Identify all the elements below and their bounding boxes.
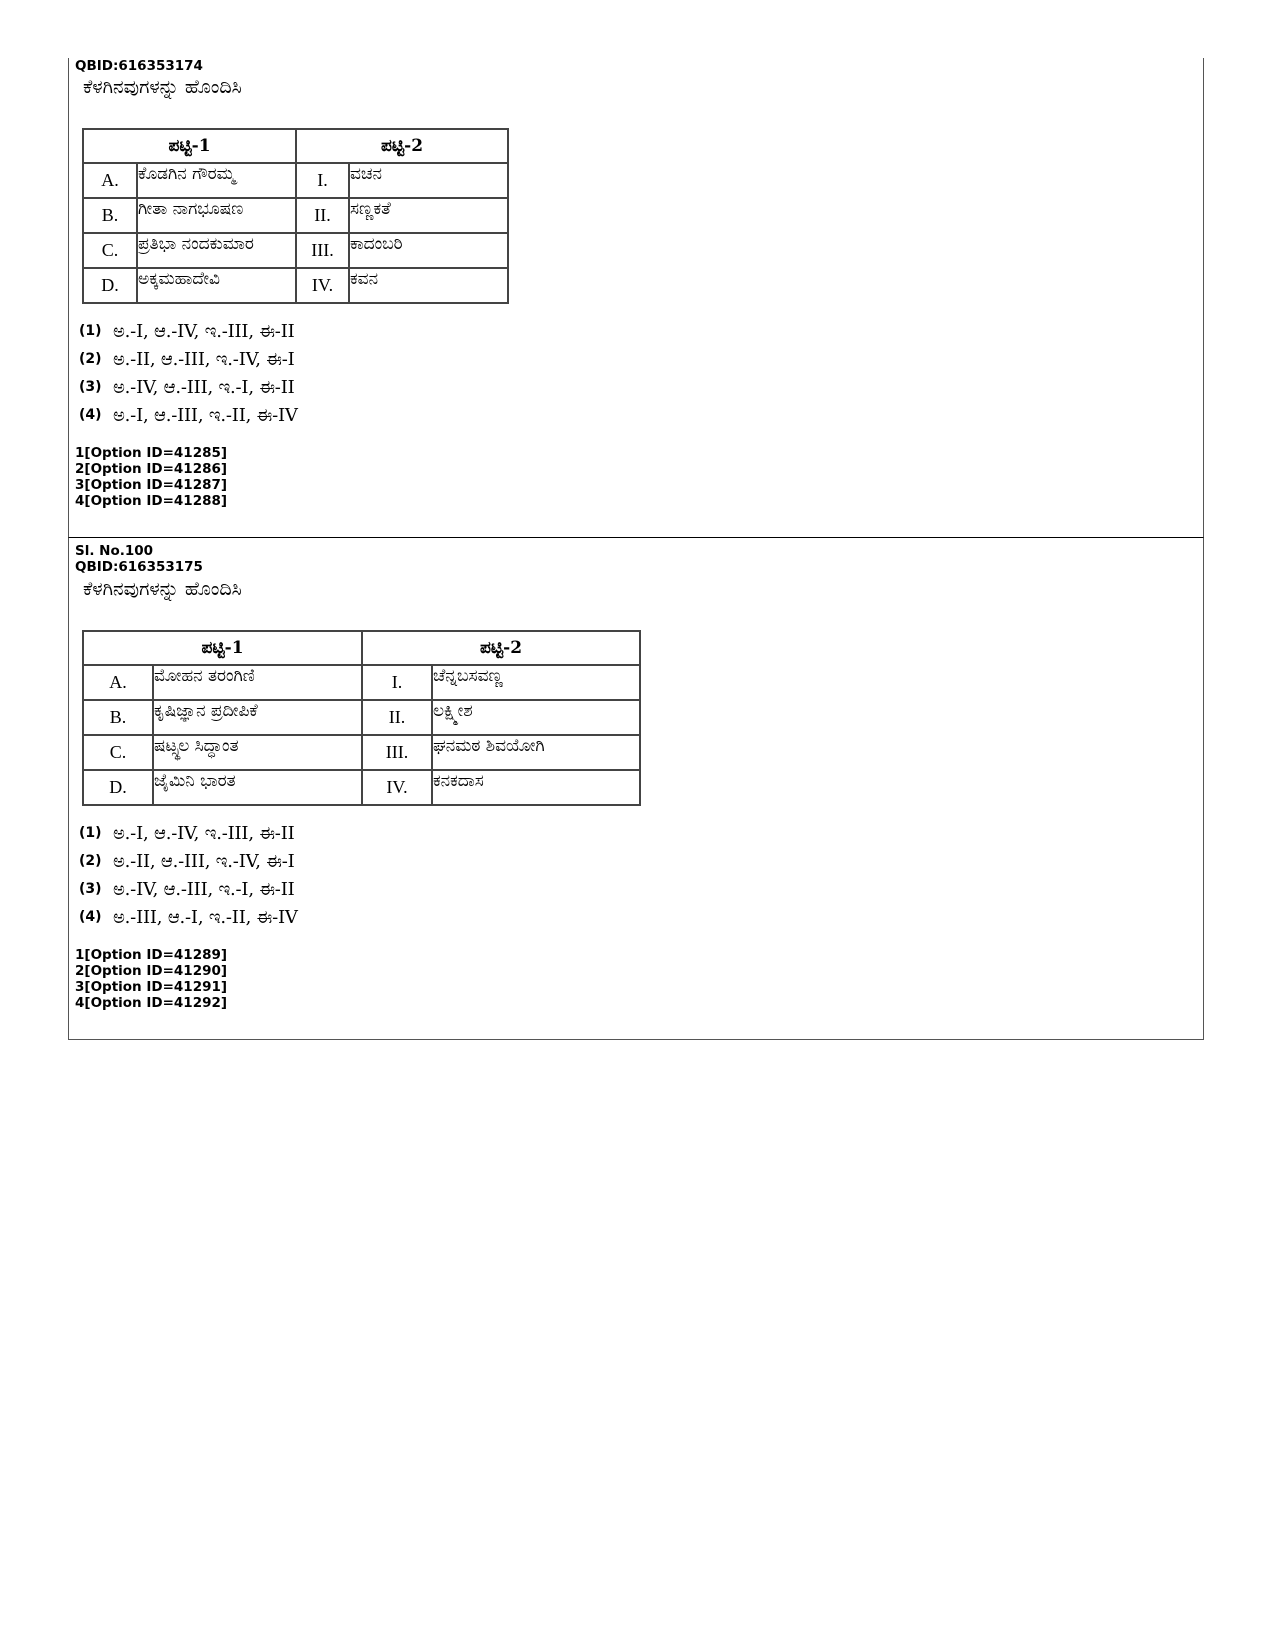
option-3[interactable]	[79, 373, 298, 401]
list-1-item: ಕೃಷಿಜ್ಞಾನ ಪ್ರದೀಪಿಕೆ	[153, 700, 362, 735]
row-label: B.	[83, 198, 137, 233]
question-block-2	[68, 538, 1204, 1040]
table-row	[83, 163, 508, 198]
list-2-item: ಕನಕದಾಸ	[432, 770, 640, 805]
option-id: 3[Option ID=41287]	[75, 477, 228, 493]
row-label: III.	[296, 233, 349, 268]
list-2-item: ಲಕ್ಷ್ಮೀಶ	[432, 700, 640, 735]
row-label: II.	[362, 700, 432, 735]
row-label: I.	[296, 163, 349, 198]
option-text: ಅ.-IV, ಆ.-III, ಇ.-I, ಈ-II	[113, 376, 295, 398]
option-1[interactable]	[79, 317, 298, 345]
option-id: 1[Option ID=41289]	[75, 947, 228, 963]
option-text: ಅ.-IV, ಆ.-III, ಇ.-I, ಈ-II	[113, 878, 295, 900]
row-label: III.	[362, 735, 432, 770]
option-text: ಅ.-I, ಆ.-IV, ಇ.-III, ಈ-II	[113, 320, 295, 342]
row-label: IV.	[296, 268, 349, 303]
row-label: C.	[83, 735, 153, 770]
row-label: D.	[83, 770, 153, 805]
list-1-header: ಪಟ್ಟಿ-1	[83, 631, 362, 665]
table-row	[83, 233, 508, 268]
row-label: IV.	[362, 770, 432, 805]
row-label: C.	[83, 233, 137, 268]
option-text: ಅ.-III, ಆ.-I, ಇ.-II, ಈ-IV	[113, 906, 298, 928]
list-2-item: ವಚನ	[349, 163, 508, 198]
option-id: 2[Option ID=41286]	[75, 461, 228, 477]
row-label: I.	[362, 665, 432, 700]
match-table	[82, 630, 641, 806]
list-2-item: ಕವನ	[349, 268, 508, 303]
option-text: ಅ.-I, ಆ.-IV, ಇ.-III, ಈ-II	[113, 822, 295, 844]
list-1-item: ಅಕ್ಕಮಹಾದೇವಿ	[137, 268, 296, 303]
option-number: (1)	[79, 323, 102, 339]
serial-number: Sl. No.100	[75, 543, 154, 559]
option-2[interactable]	[79, 345, 298, 373]
row-label: B.	[83, 700, 153, 735]
option-number: (2)	[79, 351, 102, 367]
option-number: (2)	[79, 853, 102, 869]
list-1-item: ಗೀತಾ ನಾಗಭೂಷಣ	[137, 198, 296, 233]
list-2-item: ಘನಮಠ ಶಿವಯೋಗಿ	[432, 735, 640, 770]
option-3[interactable]	[79, 875, 298, 903]
list-1-item: ಷಟ್ಸ್ಥಲ ಸಿದ್ಧಾಂತ	[153, 735, 362, 770]
list-2-header: ಪಟ್ಟಿ-2	[362, 631, 640, 665]
table-row	[83, 700, 640, 735]
table-row	[83, 770, 640, 805]
option-ids	[75, 445, 227, 509]
table-row	[83, 198, 508, 233]
list-2-item: ಸಣ್ಣಕತೆ	[349, 198, 508, 233]
option-id: 1[Option ID=41285]	[75, 445, 228, 461]
option-number: (4)	[79, 909, 102, 925]
table-row	[83, 735, 640, 770]
table-row	[83, 665, 640, 700]
row-label: D.	[83, 268, 137, 303]
list-1-item: ಜೈಮಿನಿ ಭಾರತ	[153, 770, 362, 805]
option-1[interactable]	[79, 819, 298, 847]
options-list	[79, 317, 298, 429]
option-id: 3[Option ID=41291]	[75, 979, 228, 995]
option-2[interactable]	[79, 847, 298, 875]
option-ids	[75, 947, 227, 1011]
option-4[interactable]	[79, 903, 298, 931]
option-number: (1)	[79, 825, 102, 841]
list-2-item: ಕಾದಂಬರಿ	[349, 233, 508, 268]
qbid: QBID:616353174	[75, 58, 203, 74]
option-text: ಅ.-II, ಆ.-III, ಇ.-IV, ಈ-I	[113, 348, 295, 370]
option-number: (4)	[79, 407, 102, 423]
row-label: II.	[296, 198, 349, 233]
qbid: QBID:616353175	[75, 559, 203, 575]
question-block-1	[68, 58, 1204, 538]
option-id: 4[Option ID=41292]	[75, 995, 228, 1011]
list-1-item: ಕೊಡಗಿನ ಗೌರಮ್ಮ	[137, 163, 296, 198]
option-id: 4[Option ID=41288]	[75, 493, 228, 509]
row-label: A.	[83, 665, 153, 700]
list-1-item: ಪ್ರತಿಭಾ ನಂದಕುಮಾರ	[137, 233, 296, 268]
list-1-item: ಮೋಹನ ತರಂಗಿಣಿ	[153, 665, 362, 700]
match-table	[82, 128, 509, 304]
list-2-header: ಪಟ್ಟಿ-2	[296, 129, 508, 163]
options-list	[79, 819, 298, 931]
option-text: ಅ.-II, ಆ.-III, ಇ.-IV, ಈ-I	[113, 850, 295, 872]
option-number: (3)	[79, 881, 102, 897]
table-row	[83, 268, 508, 303]
question-text: ಕೆಳಗಿನವುಗಳನ್ನು ಹೊಂದಿಸಿ	[83, 76, 242, 98]
option-4[interactable]	[79, 401, 298, 429]
row-label: A.	[83, 163, 137, 198]
list-1-header: ಪಟ್ಟಿ-1	[83, 129, 296, 163]
option-number: (3)	[79, 379, 102, 395]
option-id: 2[Option ID=41290]	[75, 963, 228, 979]
list-2-item: ಚೆನ್ನಬಸವಣ್ಣ	[432, 665, 640, 700]
question-text: ಕೆಳಗಿನವುಗಳನ್ನು ಹೊಂದಿಸಿ	[83, 578, 242, 600]
option-text: ಅ.-I, ಆ.-III, ಇ.-II, ಈ-IV	[113, 404, 298, 426]
